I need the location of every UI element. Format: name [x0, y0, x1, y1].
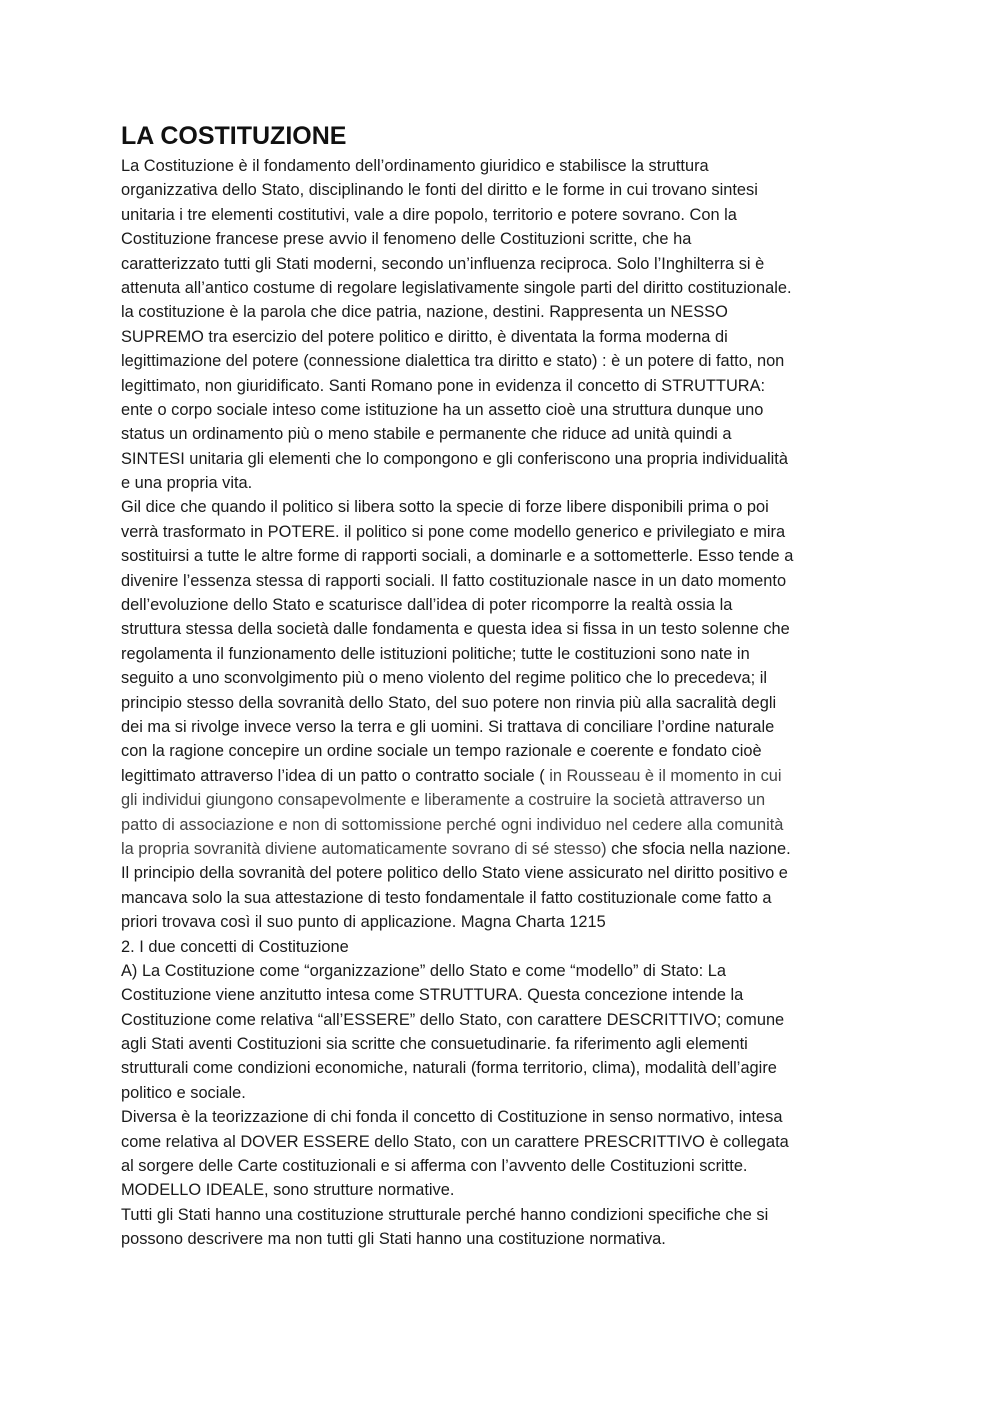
quote-segment: la propria sovranità diviene automaticamente sovrano di sé stesso): [121, 839, 607, 858]
text-line: Gil dice che quando il politico si libera sotto la specie di forze libere disponibili prima o poi: [121, 498, 769, 517]
text-line: con la ragione concepire un ordine sociale un tempo razionale e coerente e fondato cioè: [121, 742, 762, 761]
text-line: mancava solo la sua attestazione di testo fondamentale il fatto costituzionale come fatto a: [121, 888, 772, 907]
document-body: [121, 120, 886, 1252]
text-line: e una propria vita.: [121, 474, 253, 493]
text-line: Diversa è la teorizzazione di chi fonda il concetto di Costituzione in senso normativo, intesa: [121, 1108, 783, 1127]
text-line: A) La Costituzione come “organizzazione” dello Stato e come “modello” di Stato: La: [121, 961, 726, 980]
quote-line: patto di associazione e non di sottomissione perché ogni individuo nel cedere alla comunità: [121, 815, 784, 834]
text-line: principio stesso della sovranità dello Stato, del suo potere non rinvia più alla sacralità degli: [121, 693, 777, 712]
text-line: divenire l’essenza stessa di rapporti sociali. Il fatto costituzionale nasce in un dato momento: [121, 571, 787, 590]
text-line: regolamenta il funzionamento delle istituzioni politiche; tutte le costituzioni sono nate in: [121, 644, 750, 663]
text-line: strutturali come condizioni economiche, naturali (forma territorio, clima), modalità dell’agire: [121, 1059, 777, 1078]
text-line: Il principio della sovranità del potere politico dello Stato viene assicurato nel diritto positivo e: [121, 864, 788, 883]
text-line: agli Stati aventi Costituzioni sia scritte che consuetudinarie. fa riferimento agli elementi: [121, 1035, 748, 1054]
document-text: [121, 154, 886, 1252]
text-line: priori trovava così il suo punto di applicazione. Magna Charta 1215: [121, 913, 606, 932]
text-line-mixed: [121, 764, 886, 788]
text-line: politico e sociale.: [121, 1083, 246, 1102]
text-line: status un ordinamento più o meno stabile e permanente che riduce ad unità quindi a: [121, 425, 732, 444]
text-line: caratterizzato tutti gli Stati moderni, secondo un’influenza reciproca. Solo l’Inghilterra si è: [121, 254, 765, 273]
text-line: legittimato, non giuridificato. Santi Romano pone in evidenza il concetto di STRUTTURA:: [121, 376, 766, 395]
text-line: MODELLO IDEALE, sono strutture normative.: [121, 1181, 455, 1200]
quote-segment: in Rousseau è il momento in cui: [549, 766, 782, 785]
text-line: attenuta all’antico costume di regolare legislativamente singole parti del diritto costituzionale.: [121, 278, 792, 297]
text-line: SINTESI unitaria gli elementi che lo compongono e gli conferiscono una propria individualità: [121, 449, 788, 468]
text-line: dell’evoluzione dello Stato e scaturisce dall’idea di poter ricomporre la realtà ossia la: [121, 596, 733, 615]
text-segment: legittimato attraverso l’idea di un patto o contratto sociale (: [121, 766, 550, 785]
text-line: La Costituzione è il fondamento dell’ordinamento giuridico e stabilisce la struttura: [121, 157, 709, 175]
text-line: struttura stessa della società dalle fondamenta e questa idea si fissa in un testo solenne che: [121, 620, 790, 639]
text-line: unitaria i tre elementi costitutivi, vale a dire popolo, territorio e potere sovrano. Con la: [121, 205, 737, 224]
section-heading: 2. I due concetti di Costituzione: [121, 937, 349, 956]
text-line: come relativa al DOVER ESSERE dello Stato, con un carattere PRESCRITTIVO è collegata: [121, 1132, 789, 1151]
document-title: LA COSTITUZIONE: [121, 122, 347, 150]
text-segment: che sfocia nella nazione.: [606, 839, 791, 858]
text-line: Tutti gli Stati hanno una costituzione strutturale perché hanno condizioni specifiche che si: [121, 1205, 769, 1224]
text-line: dei ma si rivolge invece verso la terra e gli uomini. Si trattava di conciliare l’ordine naturale: [121, 717, 775, 736]
text-line: SUPREMO tra esercizio del potere politico e diritto, è diventata la forma moderna di: [121, 327, 728, 346]
text-line: la costituzione è la parola che dice patria, nazione, destini. Rappresenta un NESSO: [121, 303, 728, 322]
text-line: legittimazione del potere (connessione dialettica tra diritto e stato) : è un potere di fatto, non: [121, 352, 785, 371]
text-line: Costituzione viene anzitutto intesa come STRUTTURA. Questa concezione intende la: [121, 986, 744, 1005]
text-line: verrà trasformato in POTERE. il politico si pone come modello generico e privilegiato e mira: [121, 522, 786, 541]
text-line: sostituirsi a tutte le altre forme di rapporti sociali, a dominarle e a sottometterle. Esso tende a: [121, 547, 794, 566]
text-line: Costituzione francese prese avvio il fenomeno delle Costituzioni scritte, che ha: [121, 230, 692, 249]
text-line: Costituzione come relativa “all’ESSERE” dello Stato, con carattere DESCRITTIVO; comune: [121, 1010, 785, 1029]
text-line: possono descrivere ma non tutti gli Stati hanno una costituzione normativa.: [121, 1230, 666, 1249]
text-line: organizzativa dello Stato, disciplinando le fonti del diritto e le forme in cui trovano sintesi: [121, 181, 758, 200]
text-line: al sorgere delle Carte costituzionali e si afferma con l’avvento delle Costituzioni scritte.: [121, 1157, 748, 1176]
text-line: ente o corpo sociale inteso come istituzione ha un assetto cioè una struttura dunque uno: [121, 400, 764, 419]
text-line: seguito a uno sconvolgimento più o meno violento del regime politico che lo precedeva; il: [121, 669, 767, 688]
quote-line: gli individui giungono consapevolmente e liberamente a costruire la società attraverso un: [121, 791, 766, 810]
text-line-mixed: [121, 837, 886, 861]
